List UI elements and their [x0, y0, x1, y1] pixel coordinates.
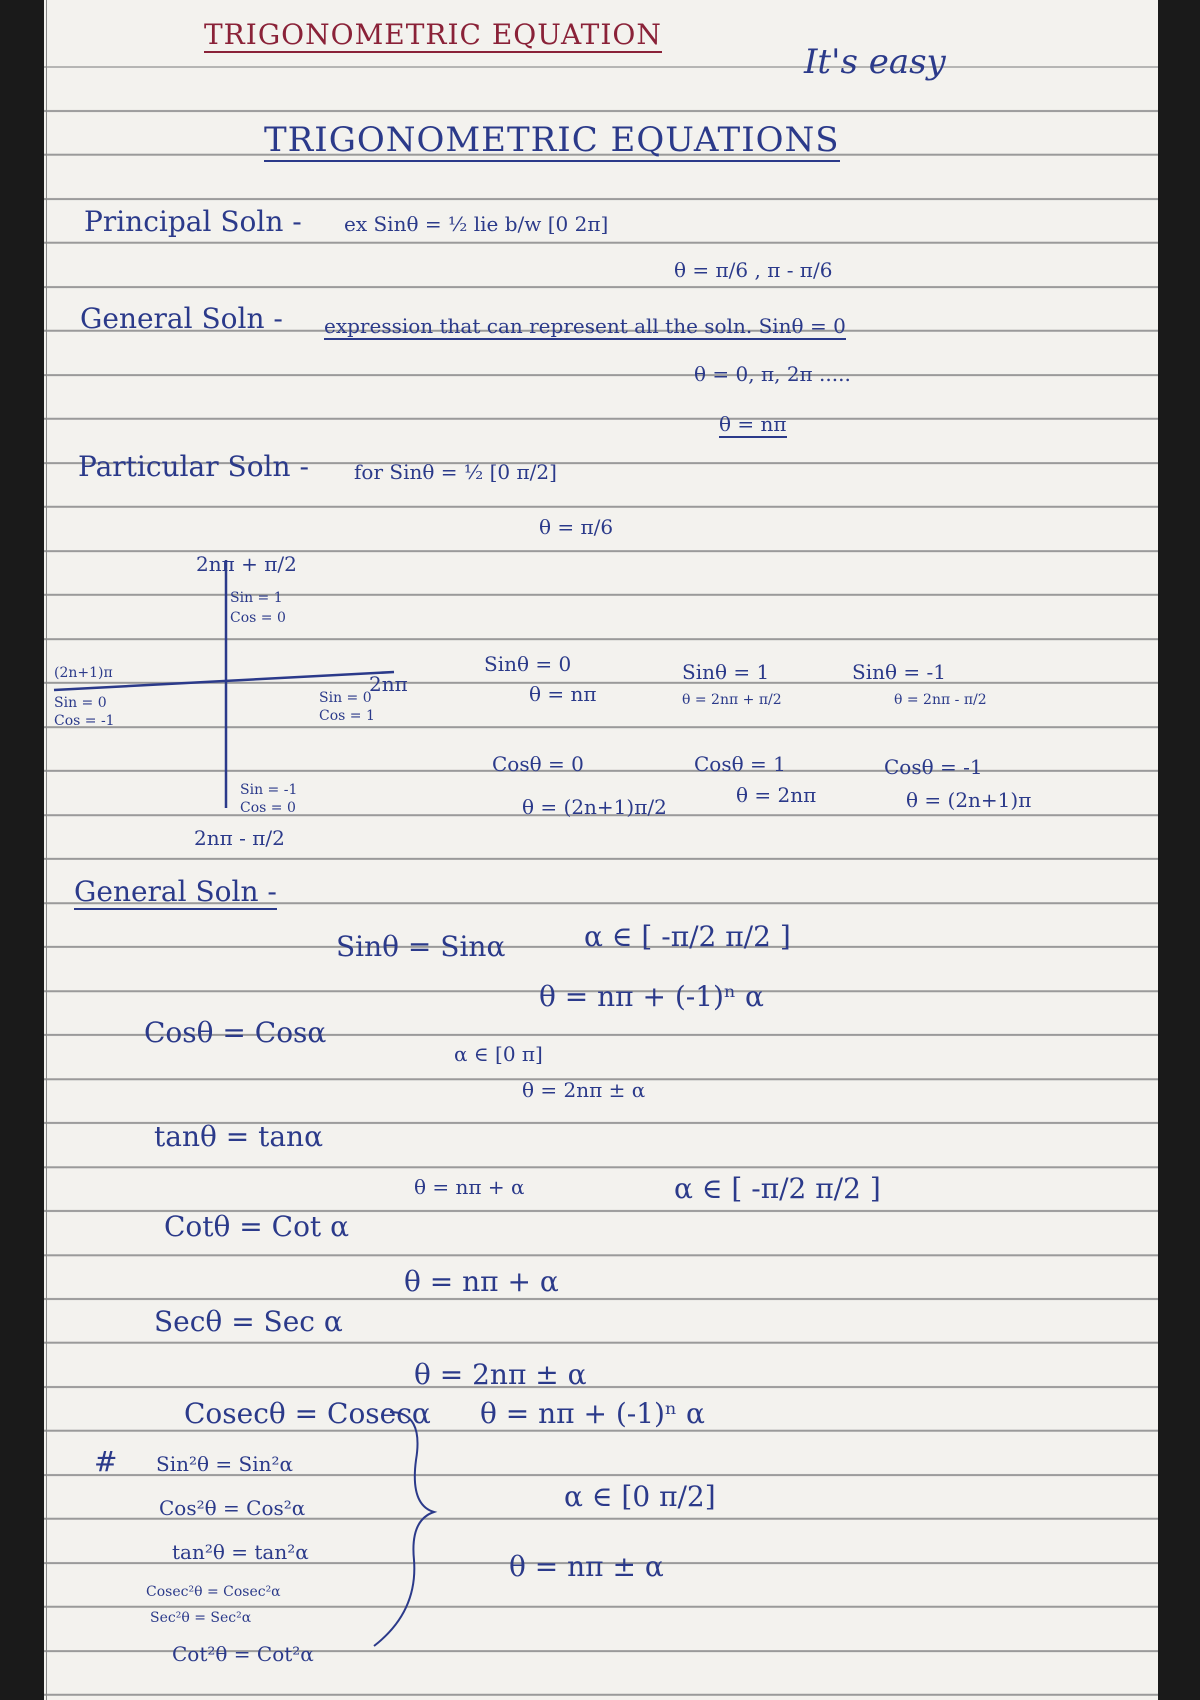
cos-eq: Cosθ = Cosα: [144, 1016, 327, 1049]
axis-bottom-cos: Cos = 0: [240, 800, 296, 816]
general-line2: θ = nπ: [719, 412, 787, 436]
cos-sol: θ = 2nπ ± α: [522, 1078, 646, 1102]
axis-right-cos: Cos = 1: [319, 708, 375, 724]
case-cos0-sol: θ = (2n+1)π/2: [522, 795, 667, 819]
sq-tan: tan²θ = tan²α: [172, 1540, 309, 1564]
general2-label: General Soln -: [74, 875, 277, 908]
axis-top-sin: Sin = 1: [230, 590, 283, 606]
case-sinm1-sol: θ = 2nπ - π/2: [894, 692, 987, 708]
case-cosm1: Cosθ = -1: [884, 755, 983, 779]
case-cos1: Cosθ = 1: [694, 752, 786, 776]
tan-range: α ∈ [ -π/2 π/2 ]: [674, 1172, 881, 1205]
case-cosm1-sol: θ = (2n+1)π: [906, 788, 1032, 812]
sq-cos: Cos²θ = Cos²α: [159, 1496, 306, 1520]
notebook-page: [44, 0, 1158, 1700]
axis-right: 2nπ: [369, 672, 408, 696]
particular-label: Particular Soln -: [78, 450, 309, 483]
axis-right-sin: Sin = 0: [319, 690, 372, 706]
particular-desc: for Sinθ = ½ [0 π/2]: [354, 460, 557, 484]
axis-top: 2nπ + π/2: [196, 552, 297, 576]
axis-bottom-sin: Sin = -1: [240, 782, 298, 798]
sq-sin: Sin²θ = Sin²α: [156, 1452, 294, 1476]
hash-mark: #: [94, 1445, 118, 1478]
sq-sol: θ = nπ ± α: [509, 1550, 664, 1583]
general-desc: expression that can represent all the soln. Sinθ = 0: [324, 314, 846, 338]
axis-left: (2n+1)π: [54, 665, 113, 681]
cosec-eq: Cosecθ = Cosecα: [184, 1397, 431, 1430]
case-sin1-sol: θ = 2nπ + π/2: [682, 692, 782, 708]
case-sin0: Sinθ = 0: [484, 652, 572, 676]
axis-left-sin: Sin = 0: [54, 695, 107, 711]
axis-bottom: 2nπ - π/2: [194, 826, 285, 850]
general-line1: θ = 0, π, 2π .....: [694, 362, 851, 386]
tan-sol: θ = nπ + α: [414, 1175, 525, 1199]
tagline: It's easy: [804, 42, 946, 82]
tan-eq: tanθ = tanα: [154, 1120, 323, 1153]
case-sin1: Sinθ = 1: [682, 660, 770, 684]
cot-sol: θ = nπ + α: [404, 1265, 559, 1298]
particular-result: θ = π/6: [539, 515, 614, 539]
sq-sec: Sec²θ = Sec²α: [150, 1610, 252, 1626]
main-title: TRIGONOMETRIC EQUATIONS: [264, 120, 840, 160]
case-sin0-sol: θ = nπ: [529, 682, 597, 706]
case-cos1-sol: θ = 2nπ: [736, 783, 817, 807]
cot-eq: Cotθ = Cot α: [164, 1210, 349, 1243]
sec-sol: θ = 2nπ ± α: [414, 1358, 587, 1391]
sin-range: α ∈ [ -π/2 π/2 ]: [584, 920, 791, 953]
principal-result: θ = π/6 , π - π/6: [674, 258, 833, 282]
principal-desc: ex Sinθ = ½ lie b/w [0 2π]: [344, 212, 609, 236]
axis-left-cos: Cos = -1: [54, 713, 115, 729]
axis-top-cos: Cos = 0: [230, 610, 286, 626]
sq-range: α ∈ [0 π/2]: [564, 1480, 716, 1513]
general-label: General Soln -: [80, 302, 283, 335]
case-sinm1: Sinθ = -1: [852, 660, 946, 684]
sec-eq: Secθ = Sec α: [154, 1305, 343, 1338]
sq-cosec: Cosec²θ = Cosec²α: [146, 1584, 281, 1600]
case-cos0: Cosθ = 0: [492, 752, 584, 776]
principal-label: Principal Soln -: [84, 205, 302, 238]
axis-diagram: [44, 0, 1158, 1700]
sin-sol: θ = nπ + (-1)ⁿ α: [539, 980, 764, 1013]
cos-range: α ∈ [0 π]: [454, 1042, 543, 1066]
cosec-sol: θ = nπ + (-1)ⁿ α: [480, 1397, 705, 1430]
sq-cot: Cot²θ = Cot²α: [172, 1642, 314, 1666]
sin-eq: Sinθ = Sinα: [336, 930, 506, 963]
header-title: TRIGONOMETRIC EQUATION: [204, 18, 662, 51]
